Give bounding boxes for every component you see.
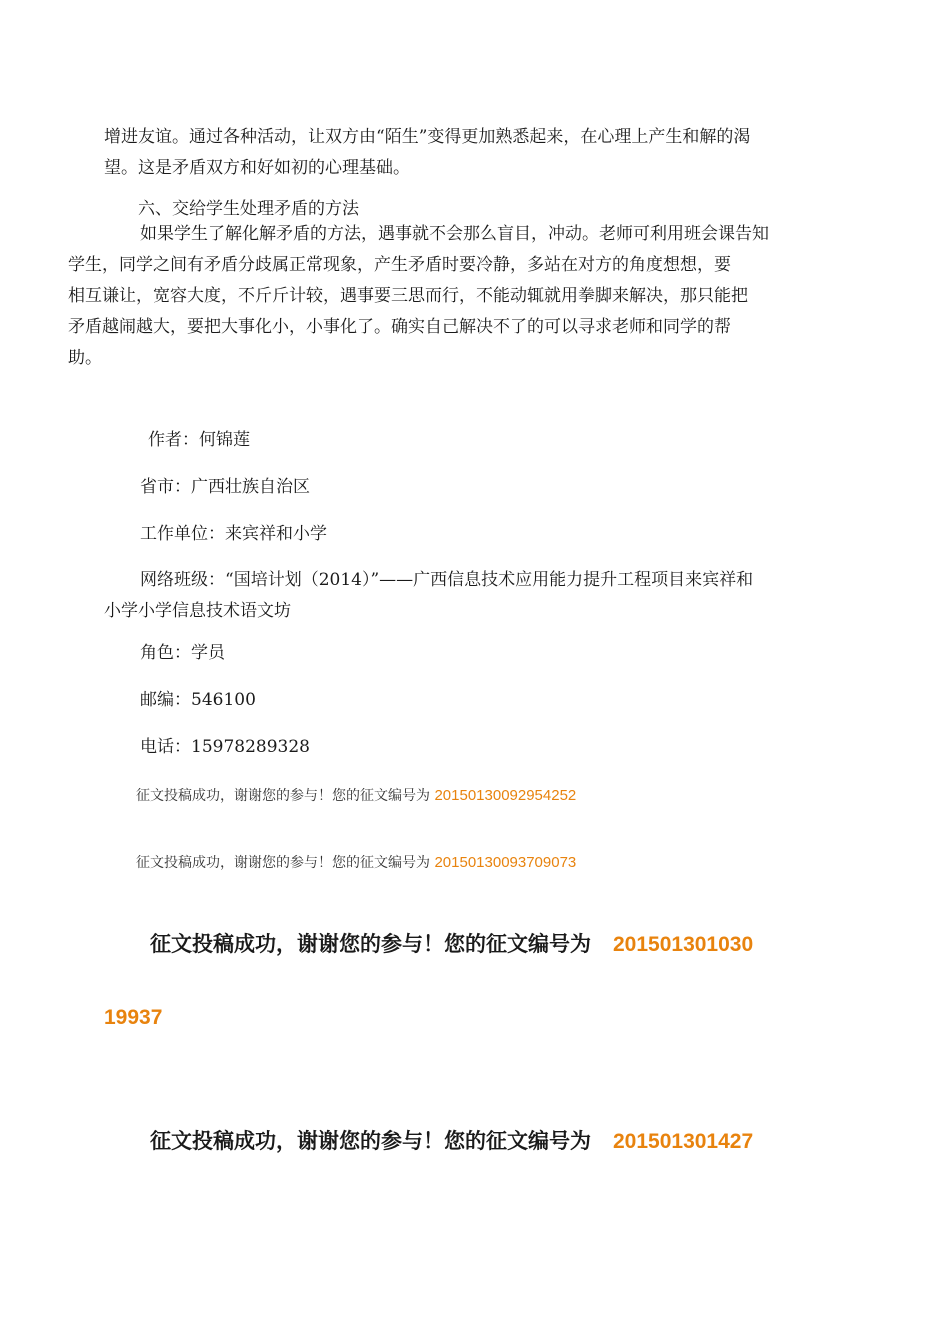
notice-text: 征文投稿成功，谢谢您的参与！您的征文编号为	[150, 1129, 591, 1153]
para2-line2: 学生，同学之间有矛盾分歧属正常现象，产生矛盾时要冷静，多站在对方的角度想想，要	[68, 255, 731, 275]
submission-number: 20150130092954252	[434, 787, 577, 804]
notice-text: 征文投稿成功，谢谢您的参与！您的征文编号为	[136, 788, 430, 804]
para2-line4: 矛盾越闹越大，要把大事化小，小事化了。确实自己解决不了的可以寻求老师和同学的帮	[68, 317, 731, 337]
section-heading-six: 六、交给学生处理矛盾的方法	[138, 199, 359, 219]
submission-notice-1	[136, 786, 576, 806]
para1-line1: 增进友谊。通过各种活动，让双方由“陌生”变得更加熟悉起来，在心理上产生和解的渴	[104, 127, 751, 147]
author-line: 作者：何锦莲	[148, 430, 250, 450]
class-line2: 小学小学信息技术语文坊	[104, 601, 291, 621]
submission-number: 201501301030	[613, 933, 754, 956]
para1-line2: 望。这是矛盾双方和好如初的心理基础。	[104, 158, 410, 178]
submission-notice-3	[104, 908, 834, 1054]
phone-line: 电话：15978289328	[140, 737, 310, 757]
submission-number-continued: 19937	[104, 1006, 163, 1029]
submission-notice-4	[104, 1105, 834, 1178]
class-line	[104, 565, 836, 627]
notice-text: 征文投稿成功，谢谢您的参与！您的征文编号为	[136, 855, 430, 871]
submission-number: 201501301427	[613, 1130, 754, 1153]
notice-text: 征文投稿成功，谢谢您的参与！您的征文编号为	[150, 932, 591, 956]
paragraph-reconciliation	[104, 122, 836, 184]
workplace-line: 工作单位：来宾祥和小学	[140, 524, 327, 544]
paragraph-methods	[68, 219, 836, 374]
para2-line3: 相互谦让，宽容大度，不斤斤计较，遇事要三思而行，不能动辄就用拳脚来解决，那只能把	[68, 286, 748, 306]
role-line: 角色：学员	[140, 643, 225, 663]
submission-number: 20150130093709073	[434, 854, 577, 871]
class-line1: 网络班级：“国培计划（2014）”——广西信息技术应用能力提升工程项目来宾祥和	[140, 570, 754, 590]
submission-notice-2	[136, 853, 576, 873]
province-line: 省市：广西壮族自治区	[140, 477, 310, 497]
para2-line1: 如果学生了解化解矛盾的方法，遇事就不会那么盲目，冲动。老师可利用班会课告知	[140, 224, 769, 244]
para2-line5: 助。	[68, 348, 102, 368]
postcode-line: 邮编：546100	[140, 690, 256, 710]
